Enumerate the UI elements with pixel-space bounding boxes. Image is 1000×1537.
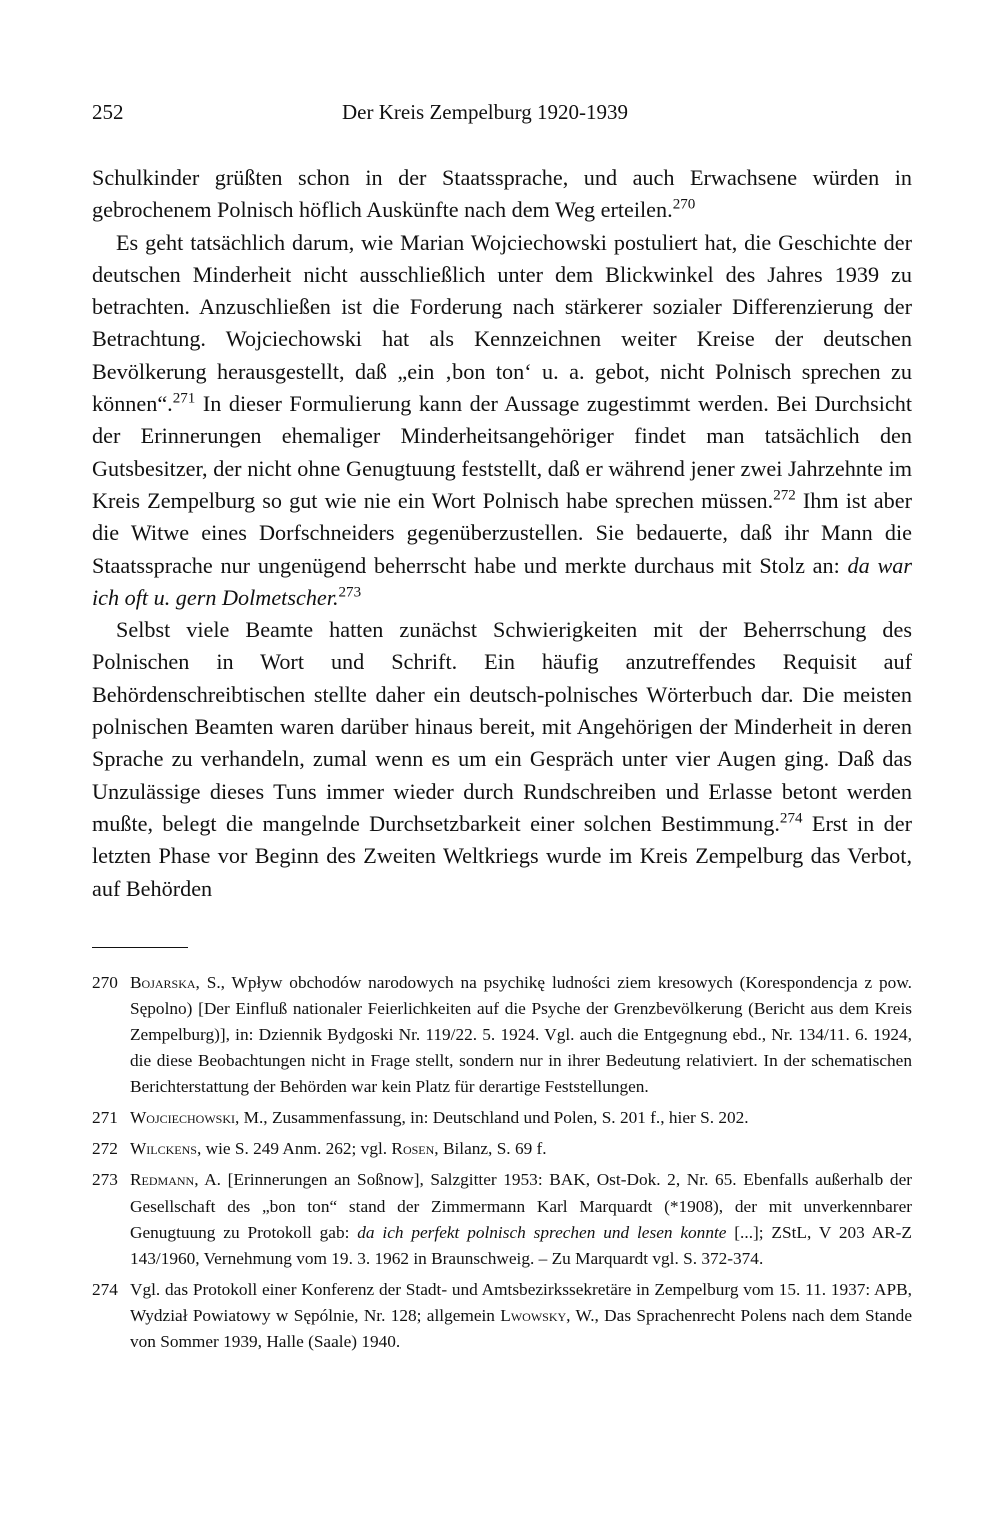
footnote-272 (92, 1136, 912, 1162)
footnote-number: 271 (92, 1108, 118, 1128)
page-number: 252 (92, 100, 124, 124)
footnote-273 (92, 1167, 912, 1271)
main-text (92, 162, 912, 905)
italic-quote: da war ich oft u. gern Dolmetscher. (92, 552, 912, 610)
footnote-body: , W., Das Sprachenrecht Polens nach dem Stande von Sommer 1939, Halle (Saale) 1940. (130, 1305, 912, 1352)
italic-quote: da ich perfekt polnisch sprechen und lesen konnte (357, 1222, 727, 1242)
author-name: Wojciechowski (130, 1108, 235, 1128)
footnote-body: [...]; ZStL, V 203 AR-Z 143/1960, Vernehmung vom 19. 3. 1962 in Braunschweig. – Zu Marquardt vgl. S. 372-374. (130, 1222, 912, 1268)
running-title: Der Kreis Zempelburg 1920-1939 (342, 100, 628, 124)
paragraph-text: In dieser Formulierung kann der Aussage zugestimmt werden. Bei Durchsicht der Erinnerungen ehemaliger Minderheitsangehöriger findet man tatsächlich den Gutsbesitzer, der nicht ohne Genugtuung feststellt, daß er während jener zwei Jahrzehnte im Kreis Zempelburg so gut wie nie ein Wort Polnisch habe sprechen müssen. (92, 391, 912, 513)
footnote-text (130, 1136, 912, 1162)
footnote-number: 274 (92, 1279, 118, 1299)
footnote-body: , wie S. 249 Anm. 262; vgl. (196, 1139, 392, 1159)
footnote-271 (92, 1105, 912, 1131)
book-page (92, 100, 912, 1360)
author-name: Lwowsky (500, 1305, 567, 1325)
paragraph-3 (92, 614, 912, 905)
footnote-274 (92, 1277, 912, 1355)
paragraph-text: Erst in der letzten Phase vor Beginn des Zweiten Weltkriegs wurde im Kreis Zempelburg das Verbot, auf Behörden (92, 810, 912, 901)
footnote-body: , A. [Erinnerungen an Soßnow], Salzgitter 1953: BAK, Ost-Dok. 2, Nr. 65. Ebenfalls außerhalb der Gesellschaft des „bon ton“ stand der Zimmermann Karl Marquardt (*1908), der mit unverkennbarer Genugtuung zu Protokoll gab: (130, 1170, 912, 1242)
author-name: Redmann (130, 1170, 195, 1190)
footnote-body: , Bilanz, S. 69 f. (434, 1139, 547, 1159)
paragraph-1 (92, 162, 912, 227)
author-name: Bojarska (130, 972, 196, 992)
footnote-number: 272 (92, 1139, 118, 1159)
footnote-text (130, 1277, 912, 1355)
footnotes (92, 970, 912, 1355)
footnote-text (130, 1105, 912, 1131)
footnote-body: , M., Zusammenfassung, in: Deutschland und Polen, S. 201 f., hier S. 202. (234, 1108, 749, 1128)
footnote-divider (92, 947, 188, 948)
footnote-number: 273 (92, 1170, 118, 1190)
paragraph-text: Es geht tatsächlich darum, wie Marian Wojciechowski postuliert hat, die Geschichte der deutschen Minderheit nicht ausschließlich unter dem Blickwinkel des Jahres 1939 zu betrachten. Anzuschließen ist die Forderung nach stärkerer sozialer Differenzierung der Betrachtung. Wojciechowski hat als Kennzeichnen weiter Kreise der deutschen Bevölkerung herausgestellt, daß „ein ‚bon ton‘ u. a. gebot, nicht Polnisch sprechen zu können“. (92, 229, 912, 417)
paragraph-text: Ihm ist aber die Witwe eines Dorfschneiders gegenüberzustellen. Sie bedauerte, daß ihr Mann die Staatssprache nur ungenügend beherrscht habe und merkte durchaus mit Stolz an: (92, 487, 912, 578)
footnote-number: 270 (92, 972, 118, 992)
footnote-ref-274: 274 (779, 810, 803, 827)
footnote-ref-272: 272 (773, 487, 796, 504)
author-name: Wilckens (130, 1139, 197, 1159)
footnote-ref-273: 273 (338, 584, 362, 601)
paragraph-text: Selbst viele Beamte hatten zunächst Schwierigkeiten mit der Beherrschung des Polnischen in Wort und Schrift. Ein häufig anzutreffendes Requisit auf Behördenschreibtischen stellte daher ein deutsch-polnisches Wörterbuch dar. Die meisten polnischen Beamten waren darüber hinaus bereit, mit Angehörigen der Minderheit in deren Sprache zu verhandeln, zumal wenn es um ein Gespräch unter vier Augen ging. Daß das Unzulässige dieses Tuns immer wieder durch Rundschreiben und Erlasse betont werden mußte, belegt die mangelnde Durchsetzbarkeit einer solchen Bestimmung. (92, 617, 912, 836)
footnote-270 (92, 970, 912, 1100)
running-header (92, 100, 912, 140)
footnote-ref-271: 271 (172, 390, 196, 407)
author-name: Rosen (391, 1139, 435, 1159)
footnote-text (130, 970, 912, 1100)
footnote-body: Vgl. das Protokoll einer Konferenz der Stadt- und Amtsbezirkssekretäre in Zempelburg vom 15. 11. 1937: APB, Wydział Powiatowy w Sępólnie, Nr. 128; allgemein (130, 1279, 912, 1325)
footnote-text (130, 1167, 912, 1271)
footnote-body: , S., Wpływ obchodów narodowych na psychikę ludności ziem kresowych (Korespondencja z pow. Sępolno) [Der Einfluß nationaler Feierlichkeiten auf die Psyche der Grenzbevölkerung (Bericht aus dem Kreis Zempelburg)], in: Dziennik Bydgoski Nr. 119/22. 5. 1924. Vgl. auch die Entgegnung ebd., Nr. 134/11. 6. 1924, die diese Beobachtungen nicht in Frage stellt, sondern nur in ihrer Bedeutung relativiert. In der schematischen Berichterstattung der Behörden war kein Platz für derartige Feststellungen. (130, 972, 912, 1097)
paragraph-2 (92, 227, 912, 615)
footnote-ref-270: 270 (672, 197, 696, 213)
paragraph-text: Schulkinder grüßten schon in der Staatssprache, und auch Erwachsene würden in gebrochenem Polnisch höflich Auskünfte nach dem Weg erteilen. (92, 165, 912, 223)
